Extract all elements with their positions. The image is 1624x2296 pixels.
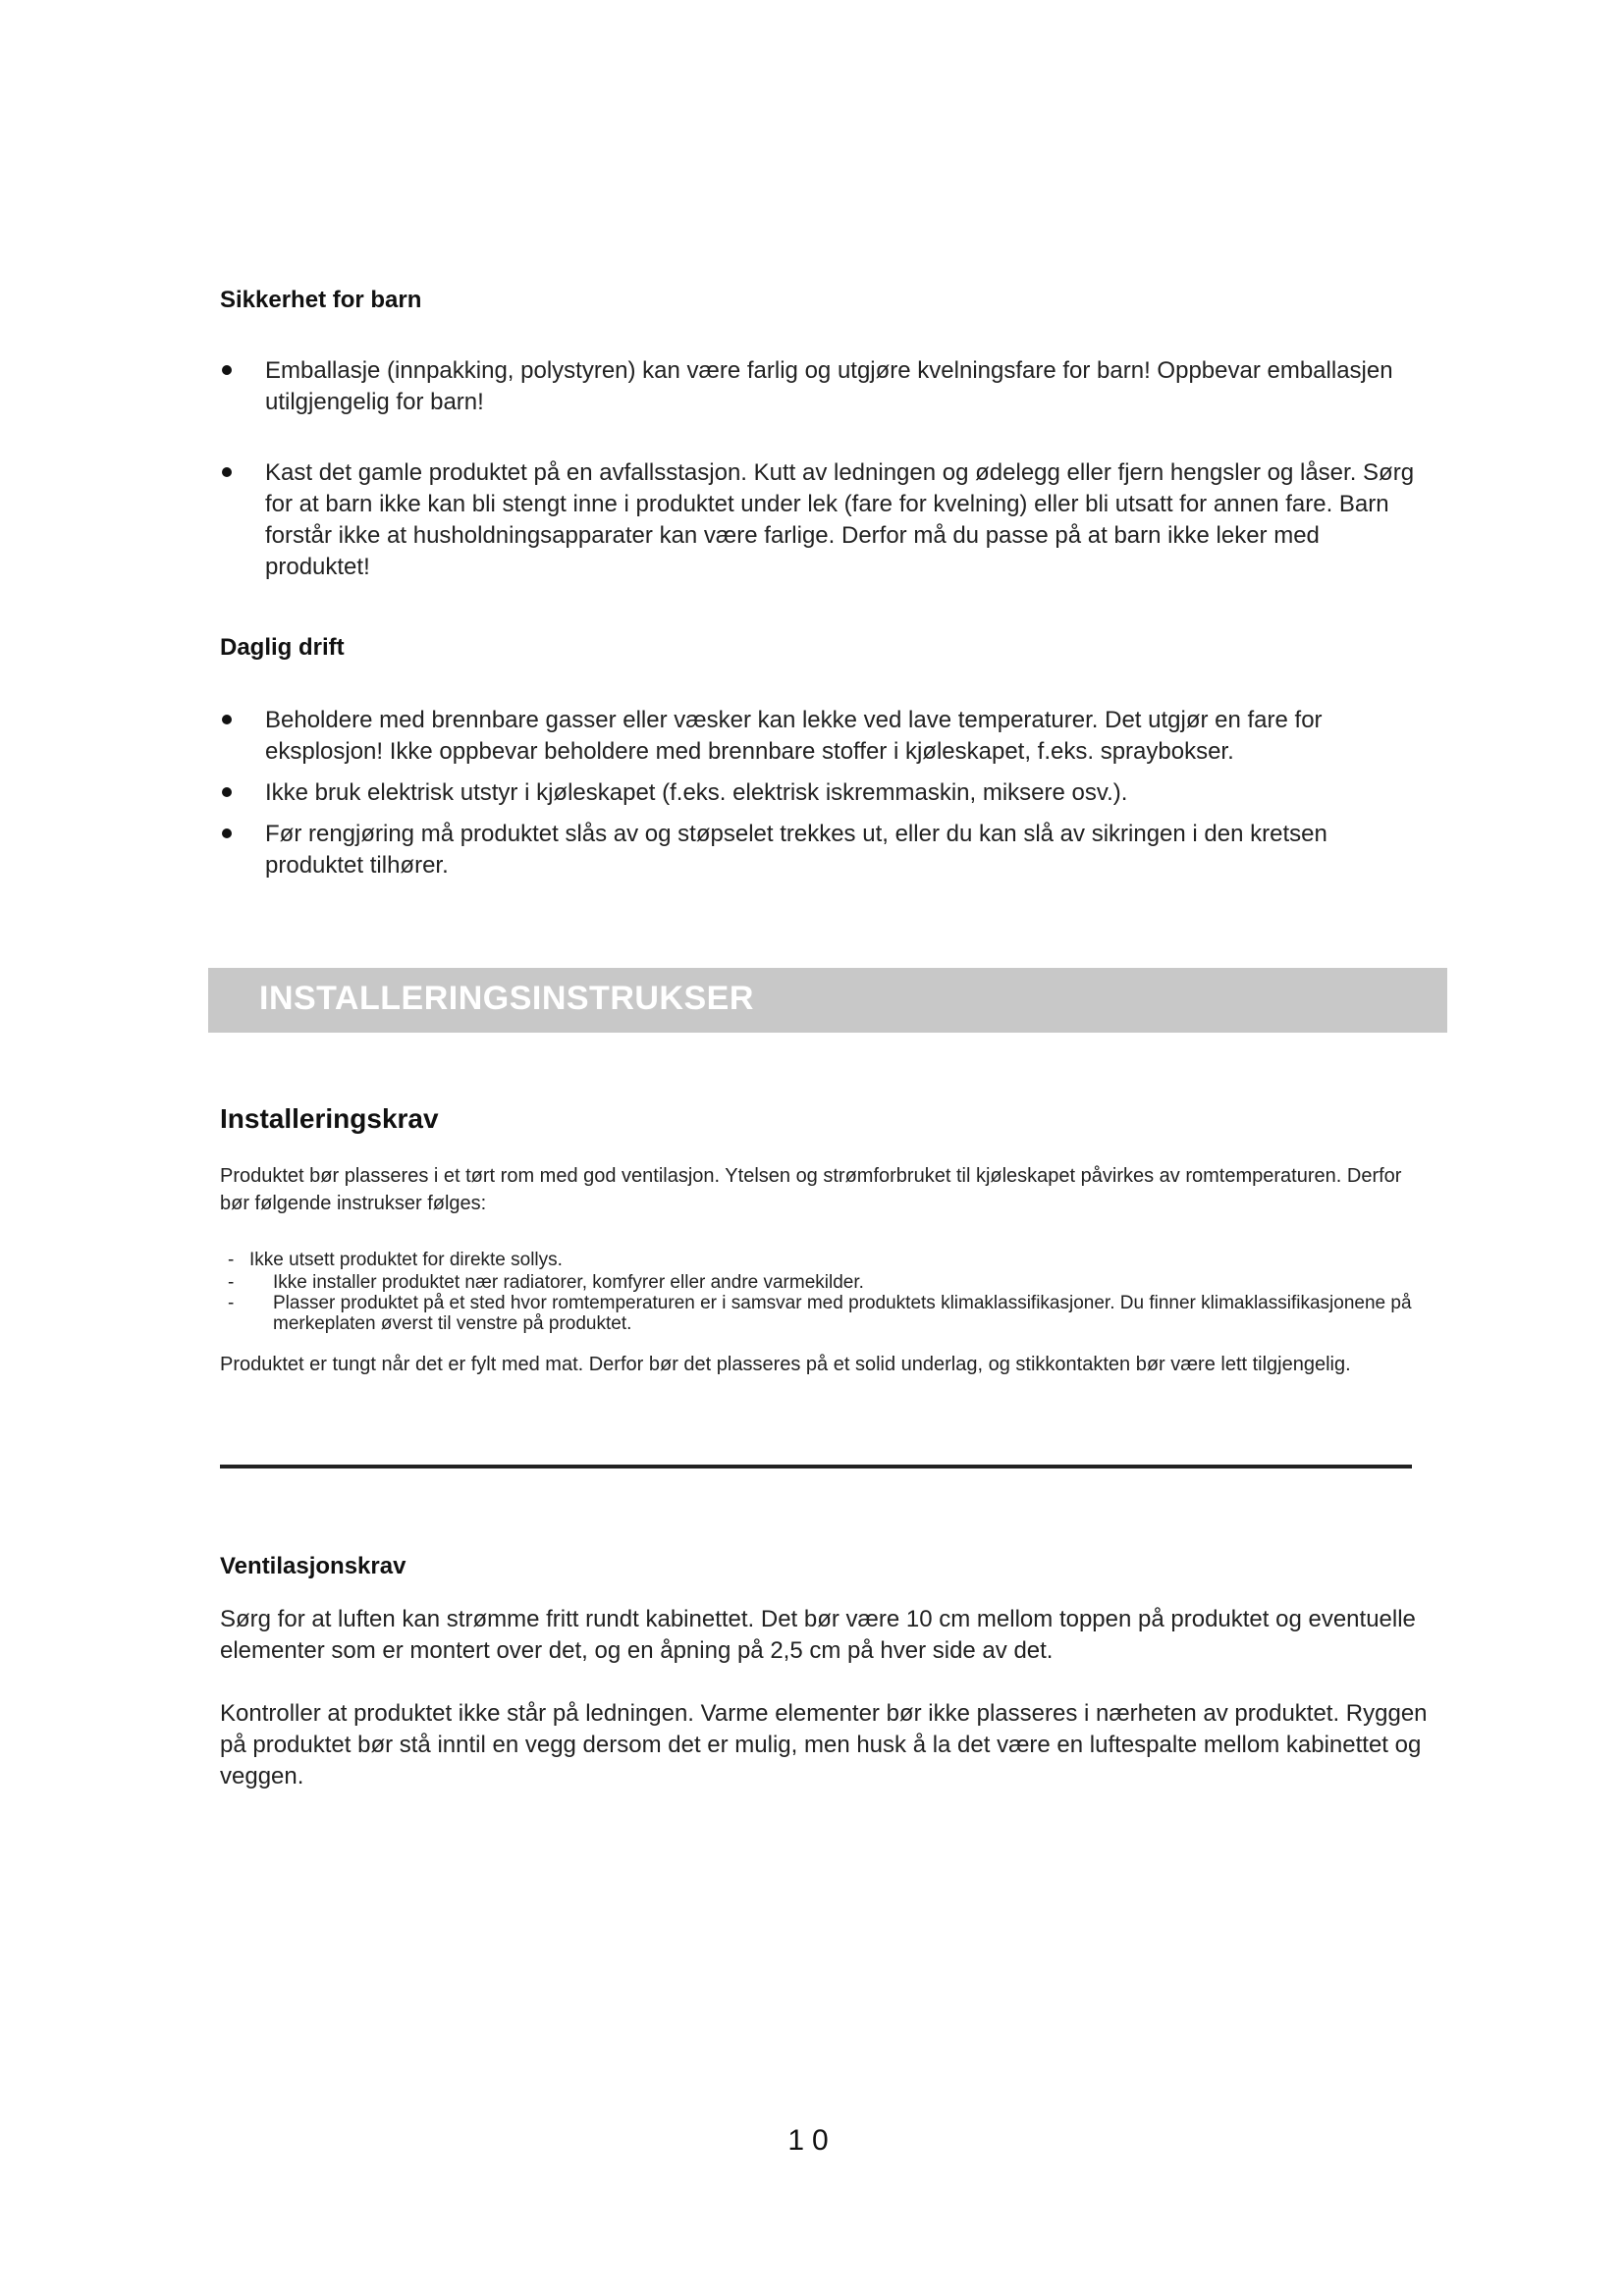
daily-operation-list: [220, 705, 1428, 881]
list-item: Emballasje (innpakking, polystyren) kan være farlig og utgjøre kvelningsfare for barn! Oppbevar emballasjen utilgjengelig for barn!: [220, 355, 1428, 418]
bullet-icon: [222, 787, 232, 797]
list-item: Før rengjøring må produktet slås av og støpselet trekkes ut, eller du kan slå av sikringen i den kretsen produktet tilhører.: [220, 819, 1428, 881]
list-item: - Plasser produktet på et sted hvor romtemperaturen er i samsvar med produktets klimaklassifikasjoner. Du finner klimaklassifikasjonene på merkeplaten øverst til venstre på produktet.: [228, 1293, 1412, 1334]
bullet-icon: [222, 365, 232, 375]
child-safety-list: [220, 355, 1428, 583]
list-item: - Ikke installer produktet nær radiatorer, komfyrer eller andre varmekilder.: [228, 1272, 864, 1293]
heading-ventilation: Ventilasjonskrav: [220, 1553, 406, 1579]
bullet-icon: [222, 828, 232, 838]
list-item: - Ikke utsett produktet for direkte sollys.: [228, 1250, 563, 1270]
bullet-icon: [222, 467, 232, 477]
list-item: Beholdere med brennbare gasser eller væsker kan lekke ved lave temperaturer. Det utgjør en fare for eksplosjon! Ikke oppbevar beholdere med brennbare stoffer i kjøleskapet, f.eks. spraybokser.: [220, 705, 1428, 768]
installation-outro: Produktet er tungt når det er fylt med mat. Derfor bør det plasseres på et solid underlag, og stikkontakten bør være lett tilgjengelig.: [220, 1354, 1351, 1375]
page-number: 10: [787, 2124, 837, 2157]
installation-intro: Produktet bør plasseres i et tørt rom med god ventilasjon. Ytelsen og strømforbruket til kjøleskapet påvirkes av romtemperaturen. Derfor bør følgende instrukser følges:: [220, 1165, 1402, 1214]
banner-title: INSTALLERINGSINSTRUKSER: [259, 980, 754, 1017]
divider: [220, 1465, 1412, 1468]
section-banner: [208, 968, 1447, 1033]
heading-installation-requirements: Installeringskrav: [220, 1103, 439, 1134]
heading-child-safety: Sikkerhet for barn: [220, 287, 422, 313]
heading-daily-operation: Daglig drift: [220, 634, 345, 661]
list-item: Ikke bruk elektrisk utstyr i kjøleskapet (f.eks. elektrisk iskremmaskin, miksere osv.).: [220, 777, 1428, 809]
installation-dash-list: [220, 1250, 1428, 1334]
bullet-icon: [222, 715, 232, 724]
ventilation-paragraph-2: Kontroller at produktet ikke står på ledningen. Varme elementer bør ikke plasseres i nærheten av produktet. Ryggen på produktet bør stå inntil en vegg dersom det er mulig, men husk å la det være en luftespalte mellom kabinettet og veggen.: [220, 1700, 1428, 1789]
ventilation-paragraph-1: Sørg for at luften kan strømme fritt rundt kabinettet. Det bør være 10 cm mellom toppen på produktet og eventuelle elementer som er montert over det, og en åpning på 2,5 cm på hver side av det.: [220, 1606, 1416, 1664]
list-item: Kast det gamle produktet på en avfallsstasjon. Kutt av ledningen og ødelegg eller fjern hengsler og låser. Sørg for at barn ikke kan bli stengt inne i produktet under lek (fare for kvelning) eller bli utsatt for annen fare. Barn forstår ikke at husholdningsapparater kan være farlige. Derfor må du passe på at barn ikke leker med produktet!: [220, 457, 1428, 583]
